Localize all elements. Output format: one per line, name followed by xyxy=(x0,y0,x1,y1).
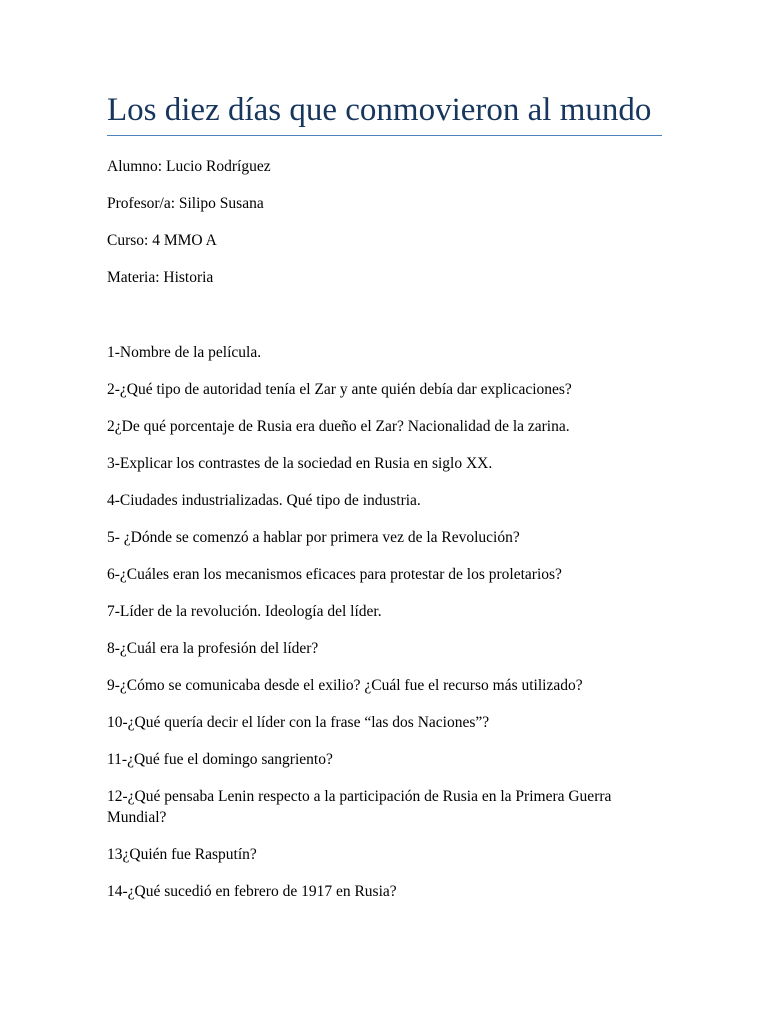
question-item: 10-¿Qué quería decir el líder con la frase “las dos Naciones”? xyxy=(107,714,490,731)
document-title: Los diez días que conmovieron al mundo xyxy=(107,92,652,128)
question-item: 14-¿Qué sucedió en febrero de 1917 en Rusia? xyxy=(107,883,397,900)
student-info xyxy=(107,157,271,305)
teacher-name: Profesor/a: Silipo Susana xyxy=(107,195,264,212)
student-name: Alumno: Lucio Rodríguez xyxy=(107,158,271,175)
question-item: 9-¿Cómo se comunicaba desde el exilio? ¿Cuál fue el recurso más utilizado? xyxy=(107,677,583,694)
question-item: 5- ¿Dónde se comenzó a hablar por primera vez de la Revolución? xyxy=(107,529,520,546)
question-list xyxy=(107,342,667,918)
course: Curso: 4 MMO A xyxy=(107,232,217,249)
question-item: 1-Nombre de la película. xyxy=(107,344,262,361)
question-item: 2¿De qué porcentaje de Rusia era dueño el Zar? Nacionalidad de la zarina. xyxy=(107,418,570,435)
question-item: 8-¿Cuál era la profesión del líder? xyxy=(107,640,319,657)
title-underline xyxy=(107,135,662,136)
question-item: 12-¿Qué pensaba Lenin respecto a la participación de Rusia en la Primera Guerra Mundial? xyxy=(107,788,612,826)
question-item: 2-¿Qué tipo de autoridad tenía el Zar y ante quién debía dar explicaciones? xyxy=(107,381,572,398)
subject: Materia: Historia xyxy=(107,269,214,286)
question-item: 4-Ciudades industrializadas. Qué tipo de industria. xyxy=(107,492,421,509)
question-item: 11-¿Qué fue el domingo sangriento? xyxy=(107,751,333,768)
question-item: 3-Explicar los contrastes de la sociedad en Rusia en siglo XX. xyxy=(107,455,493,472)
question-item: 13¿Quién fue Rasputín? xyxy=(107,846,257,863)
question-item: 7-Líder de la revolución. Ideología del líder. xyxy=(107,603,382,620)
question-item: 6-¿Cuáles eran los mecanismos eficaces para protestar de los proletarios? xyxy=(107,566,562,583)
